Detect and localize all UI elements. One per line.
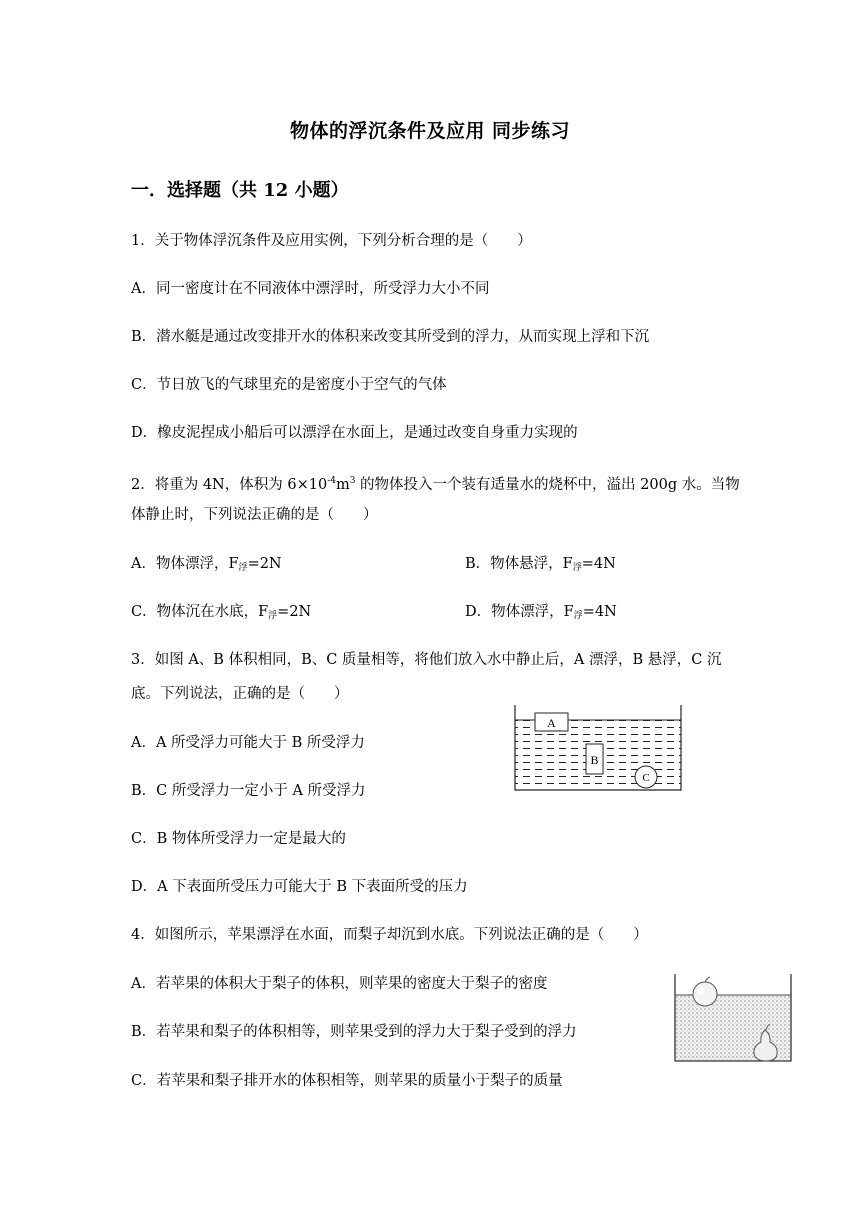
q2-a-text: A．物体漂浮，F	[131, 556, 239, 572]
q2-option-a	[131, 554, 282, 578]
q4-option-c: C．若苹果和梨子排开水的体积相等，则苹果的质量小于梨子的质量	[131, 1073, 563, 1089]
section-prefix: 一．选择题（共	[131, 180, 264, 201]
q2-stem-exp2: 3	[349, 476, 356, 486]
q2-stem-line2: 体静止时，下列说法正确的是（ ）	[131, 507, 378, 523]
q4-option-a: A．若苹果的体积大于梨子的体积，则苹果的密度大于梨子的密度	[131, 976, 548, 992]
q4-fruit-tank-figure	[672, 972, 794, 1064]
q1-stem: 1．关于物体浮沉条件及应用实例，下列分析合理的是（ ）	[131, 233, 532, 249]
q3-option-b: B．C 所受浮力一定小于 A 所受浮力	[131, 783, 366, 799]
q2-d-sub: 浮	[573, 611, 583, 621]
q2-stem-line1	[131, 471, 740, 495]
q2-b-text: B．物体悬浮，F	[465, 556, 573, 572]
q3-option-c: C．B 物体所受浮力一定是最大的	[131, 831, 346, 847]
q2-option-d	[465, 602, 617, 626]
section-heading	[131, 176, 349, 202]
q2-option-b	[465, 554, 616, 578]
q2-d-value: =4N	[582, 604, 617, 620]
q2-stem-mid: m	[335, 477, 350, 493]
q3-option-d: D．A 下表面所受压力可能大于 B 下表面所受的压力	[131, 879, 468, 895]
section-suffix: 小题）	[288, 180, 349, 201]
page-title: 物体的浮沉条件及应用 同步练习	[289, 120, 571, 142]
q2-b-value: =4N	[581, 556, 616, 572]
ball-c	[635, 766, 657, 788]
q1-option-a: A．同一密度计在不同液体中漂浮时，所受浮力大小不同	[131, 281, 490, 297]
q1-option-b: B．潜水艇是通过改变排开水的体积来改变其所受到的浮力，从而实现上浮和下沉	[131, 329, 650, 345]
q3-tank-figure	[510, 703, 686, 795]
apple-icon	[693, 977, 717, 1006]
q2-c-value: =2N	[277, 604, 312, 620]
q2-d-text: D．物体漂浮，F	[465, 604, 574, 620]
block-a	[535, 713, 568, 731]
q2-stem-exp: -4	[327, 476, 336, 486]
section-count: 12	[263, 180, 289, 201]
block-a-label: A	[547, 716, 556, 730]
ball-c-label: C	[642, 772, 650, 784]
q3-option-a: A．A 所受浮力可能大于 B 所受浮力	[131, 735, 365, 751]
q2-c-text: C．物体沉在水底，F	[131, 604, 269, 620]
q3-stem-line1: 3．如图 A、B 体积相同，B、C 质量相等，将他们放入水中静止后，A 漂浮，B 悬浮，C 沉	[131, 652, 722, 668]
q2-stem-pre: 2．将重为 4N，体积为 6×10	[131, 477, 328, 493]
block-b	[586, 744, 603, 774]
q1-option-c: C．节日放飞的气球里充的是密度小于空气的气体	[131, 377, 447, 393]
q4-stem: 4．如图所示，苹果漂浮在水面，而梨子却沉到水底。下列说法正确的是（ ）	[131, 927, 648, 943]
q3-stem-line2: 底。下列说法，正确的是（ ）	[131, 686, 349, 702]
q2-a-sub: 浮	[238, 563, 248, 573]
q1-option-d: D．橡皮泥捏成小船后可以漂浮在水面上，是通过改变自身重力实现的	[131, 425, 578, 441]
q2-c-sub: 浮	[268, 611, 278, 621]
q2-stem-post: 的物体投入一个装有适量水的烧杯中，溢出 200g 水。当物	[355, 477, 740, 493]
q2-a-value: =2N	[247, 556, 282, 572]
q2-option-c	[131, 602, 311, 626]
q2-b-sub: 浮	[572, 563, 582, 573]
block-b-label: B	[590, 753, 599, 767]
q4-option-b: B．若苹果和梨子的体积相等，则苹果受到的浮力大于梨子受到的浮力	[131, 1024, 577, 1040]
